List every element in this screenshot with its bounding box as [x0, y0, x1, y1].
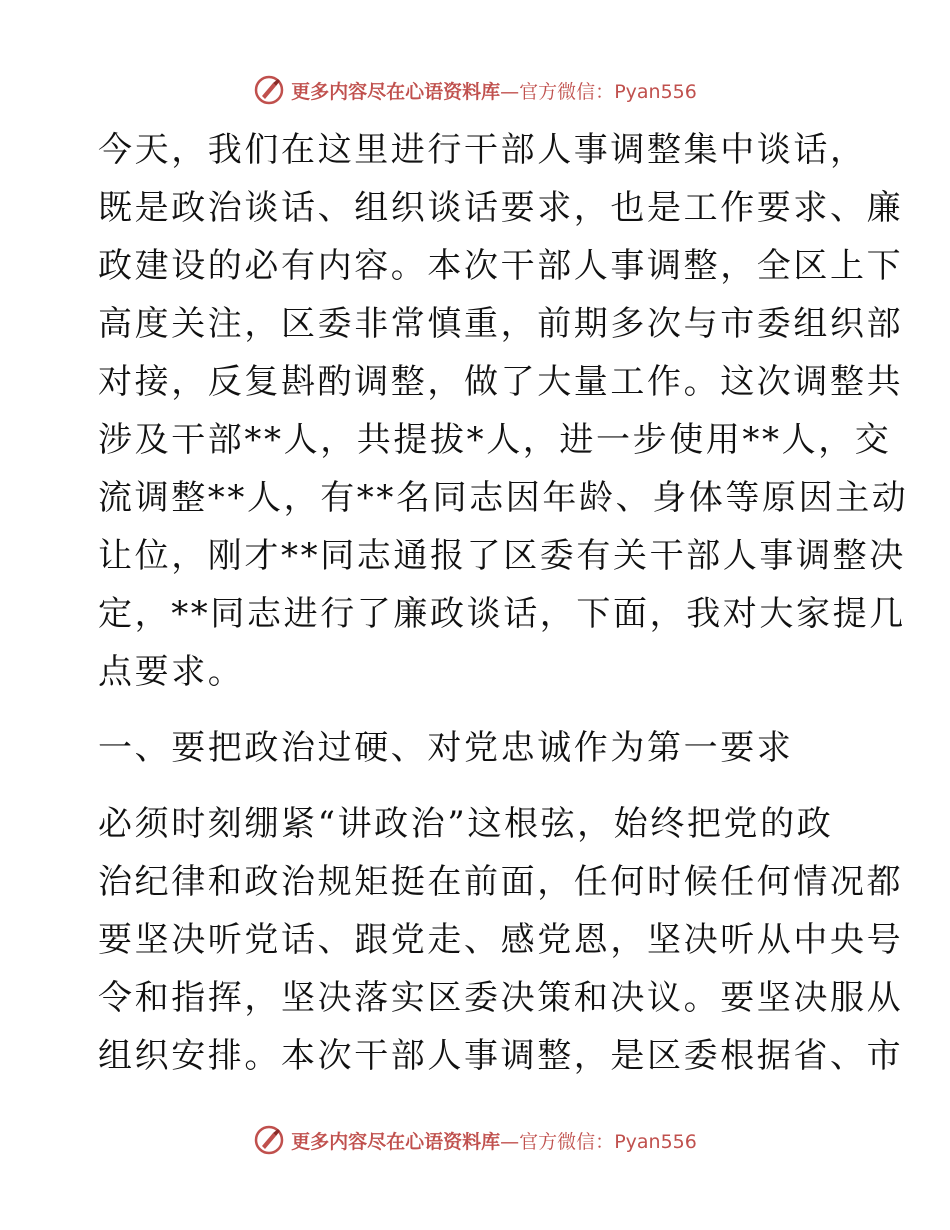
section-heading — [98, 719, 850, 777]
text-line: 让位，刚才**同志通报了区委有关干部人事调整决 — [98, 536, 906, 576]
header-watermark — [0, 72, 950, 108]
brush-logo-icon — [253, 74, 285, 106]
text-line: 要坚决听党话、跟党走、感党恩，坚决听从中央号 — [98, 920, 904, 960]
text-line: 必须时刻绷紧“讲政治”这根弦，始终把党的政 — [98, 804, 834, 844]
text-line: 既是政治谈话、组织谈话要求，也是工作要求、廉 — [98, 188, 904, 228]
text-line: 高度关注，区委非常慎重，前期多次与市委组织部 — [98, 304, 904, 344]
text-line: 流调整**人，有**名同志因年龄、身体等原因主动 — [98, 478, 909, 518]
watermark-text: 更多内容尽在心语资料库—官方微信：Pyan556 — [291, 1130, 697, 1153]
text-line: 定，**同志进行了廉政谈话，下面，我对大家提几 — [98, 594, 906, 634]
text-line: 政建设的必有内容。本次干部人事调整，全区上下 — [98, 246, 904, 286]
document-body — [98, 121, 909, 1085]
text-line: 组织安排。本次干部人事调整，是区委根据省、市 — [98, 1036, 904, 1076]
watermark-text: 更多内容尽在心语资料库—官方微信：Pyan556 — [291, 80, 697, 103]
heading-line: 一、要把政治过硬、对党忠诚作为第一要求 — [98, 728, 794, 768]
text-line: 对接，反复斟酌调整，做了大量工作。这次调整共 — [98, 362, 904, 402]
text-line: 令和指挥，坚决落实区委决策和决议。要坚决服从 — [98, 978, 904, 1018]
brush-logo-icon — [253, 1124, 285, 1156]
text-line: 治纪律和政治规矩挺在前面，任何时候任何情况都 — [98, 862, 904, 902]
text-line: 点要求。 — [98, 652, 245, 692]
paragraph-section-one — [98, 795, 904, 1085]
text-line: 今天，我们在这里进行干部人事调整集中谈话， — [98, 130, 867, 170]
paragraph-intro — [98, 121, 909, 701]
text-line: 涉及干部**人，共提拔*人，进一步使用**人，交 — [98, 420, 892, 460]
footer-watermark — [0, 1122, 950, 1158]
